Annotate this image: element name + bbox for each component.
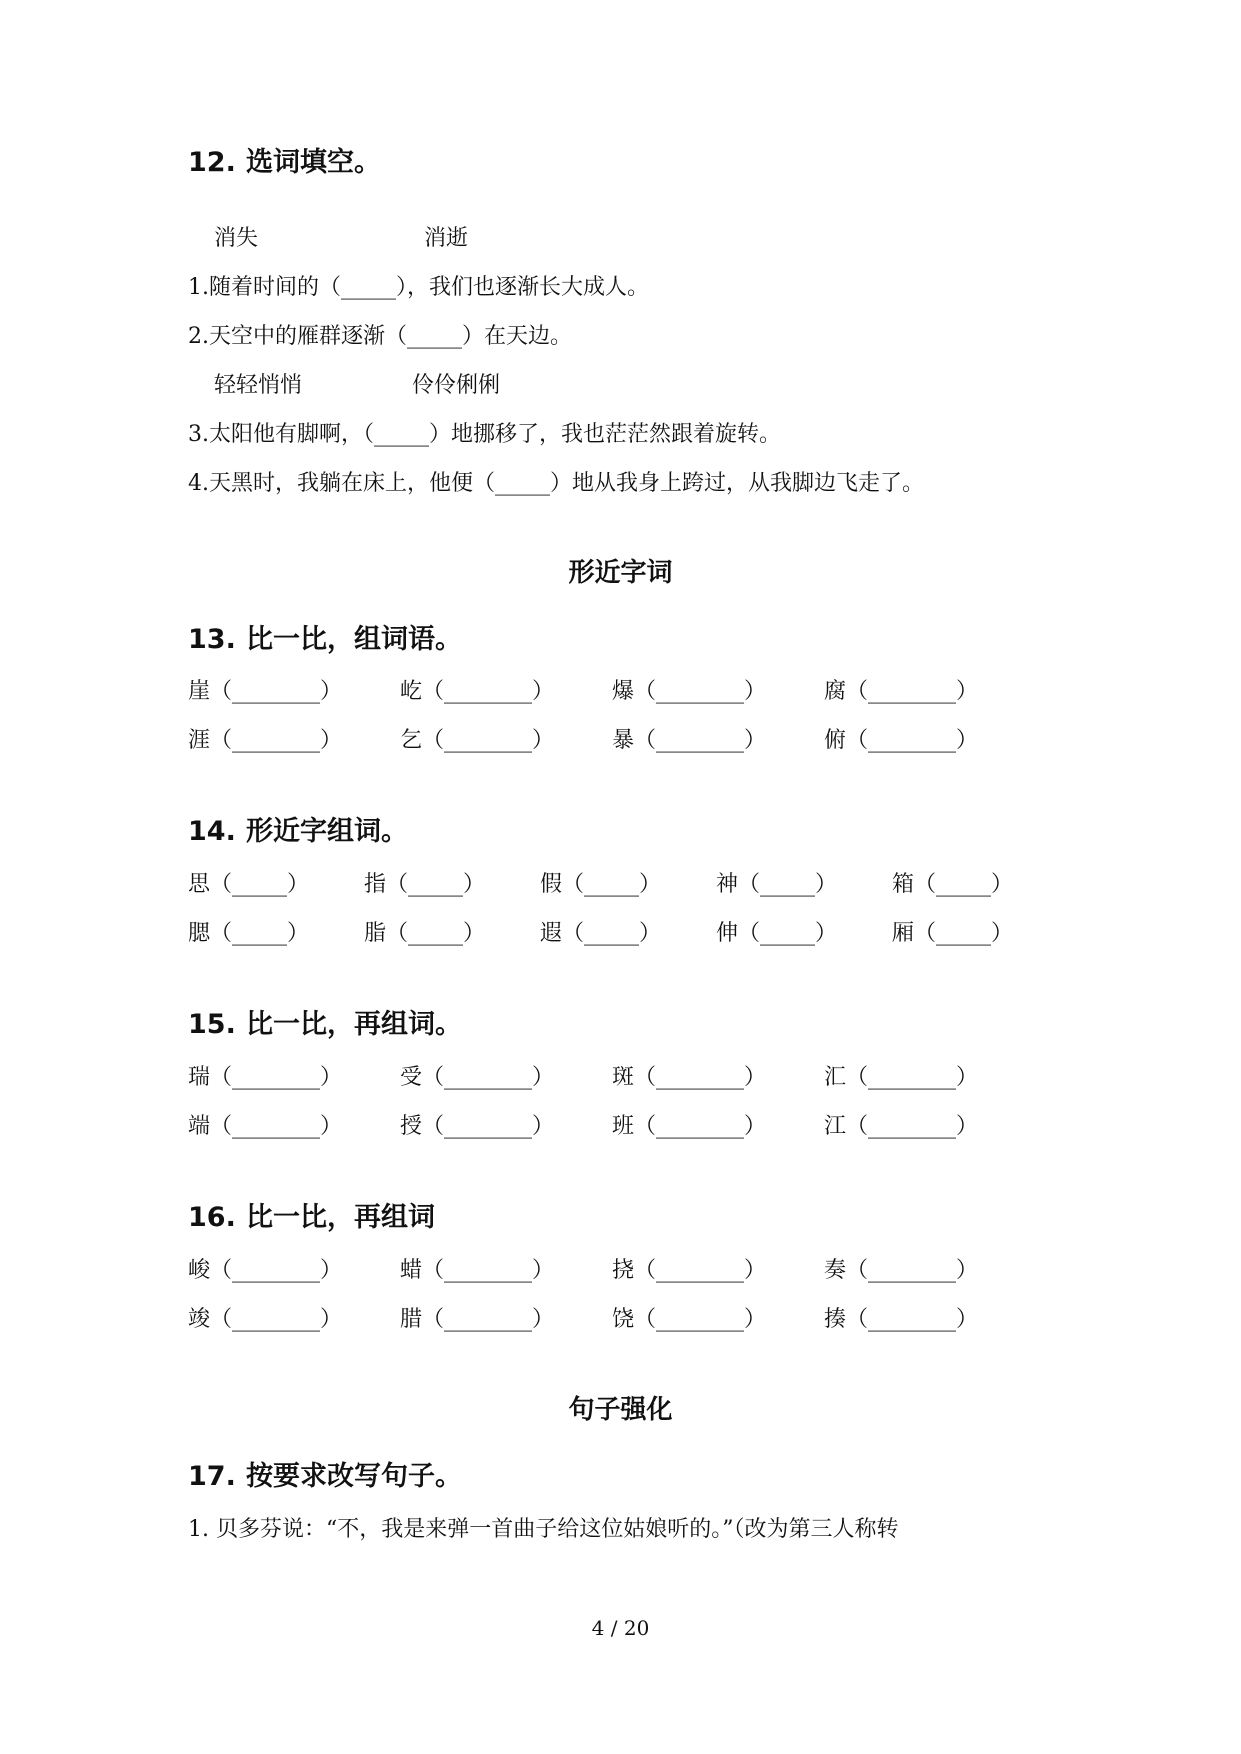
- word-cell: 思（_____）: [188, 872, 310, 897]
- word-row: [188, 677, 1036, 707]
- word-cell: 屹（________）: [400, 679, 555, 704]
- word-cell: 脂（_____）: [364, 921, 486, 946]
- question-15-title: [188, 1008, 462, 1042]
- question-number: 17.: [188, 1461, 236, 1492]
- word-row: [188, 726, 1036, 756]
- page-number: 4 / 20: [591, 1616, 650, 1640]
- question-text: 比一比，组词语。: [246, 624, 462, 655]
- question-17-title: [188, 1460, 462, 1494]
- word-row: [188, 870, 1068, 900]
- word-cell: 俯（________）: [824, 728, 979, 753]
- word-cell: 瑞（________）: [188, 1065, 343, 1090]
- question-16-title: [188, 1201, 435, 1235]
- word-row: [188, 1305, 1036, 1335]
- question-number: 16.: [188, 1202, 236, 1233]
- section-heading: 句子强化: [568, 1395, 673, 1425]
- word-cell: 涯（________）: [188, 728, 343, 753]
- word-cell: 腮（_____）: [188, 921, 310, 946]
- question-number: 13.: [188, 624, 236, 655]
- exercise-sentence: 2.天空中的雁群逐渐（_____）在天边。: [188, 324, 572, 349]
- word-cell: 爆（________）: [612, 679, 767, 704]
- word-cell: 饶（________）: [612, 1307, 767, 1332]
- question-number: 14.: [188, 816, 236, 847]
- question-text: 选词填空。: [246, 147, 381, 178]
- exercise-sentence: 3.太阳他有脚啊，（_____）地挪移了，我也茫茫然跟着旋转。: [188, 422, 781, 447]
- word-cell: 厢（_____）: [892, 921, 1014, 946]
- word-cell: 指（_____）: [364, 872, 486, 897]
- question-text: 形近字组词。: [246, 816, 408, 847]
- section-heading: 形近字词: [568, 558, 673, 588]
- word-cell: 腊（________）: [400, 1307, 555, 1332]
- word-cell: 箱（_____）: [892, 872, 1014, 897]
- question-number: 15.: [188, 1009, 236, 1040]
- word-cell: 班（________）: [612, 1114, 767, 1139]
- word-cell: 遐（_____）: [540, 921, 662, 946]
- word-option: 消失: [214, 226, 259, 251]
- word-cell: 江（________）: [824, 1114, 979, 1139]
- exercise-sentence: 1.随着时间的（_____），我们也逐渐长大成人。: [188, 275, 649, 300]
- word-cell: 神（_____）: [716, 872, 838, 897]
- word-option: 消逝: [424, 226, 469, 251]
- question-13-title: [188, 623, 462, 657]
- word-row: [188, 1063, 1036, 1093]
- exercise-sentence: 1. 贝多芬说：“不，我是来弹一首曲子给这位姑娘听的。”（改为第三人称转: [188, 1517, 899, 1542]
- word-cell: 汇（________）: [824, 1065, 979, 1090]
- word-cell: 峻（________）: [188, 1258, 343, 1283]
- word-cell: 竣（________）: [188, 1307, 343, 1332]
- question-14-title: [188, 815, 408, 849]
- word-option: 伶伶俐俐: [412, 373, 501, 398]
- question-number: 12.: [188, 147, 236, 178]
- word-cell: 腐（________）: [824, 679, 979, 704]
- question-text: 按要求改写句子。: [246, 1461, 462, 1492]
- word-row: [188, 1112, 1036, 1142]
- word-row: [188, 1256, 1036, 1286]
- word-row: [188, 919, 1068, 949]
- word-cell: 乞（________）: [400, 728, 555, 753]
- question-text: 比一比，再组词: [246, 1202, 435, 1233]
- word-cell: 蜡（________）: [400, 1258, 555, 1283]
- word-cell: 授（________）: [400, 1114, 555, 1139]
- word-cell: 假（_____）: [540, 872, 662, 897]
- word-cell: 揍（________）: [824, 1307, 979, 1332]
- word-option: 轻轻悄悄: [214, 373, 303, 398]
- exercise-sentence: 4.天黑时，我躺在床上，他便（_____）地从我身上跨过，从我脚边飞走了。: [188, 471, 924, 496]
- word-cell: 暴（________）: [612, 728, 767, 753]
- word-cell: 奏（________）: [824, 1258, 979, 1283]
- word-cell: 斑（________）: [612, 1065, 767, 1090]
- word-cell: 挠（________）: [612, 1258, 767, 1283]
- word-cell: 受（________）: [400, 1065, 555, 1090]
- question-text: 比一比，再组词。: [246, 1009, 462, 1040]
- word-cell: 伸（_____）: [716, 921, 838, 946]
- word-cell: 崖（________）: [188, 679, 343, 704]
- word-cell: 端（________）: [188, 1114, 343, 1139]
- question-12-title: [188, 146, 381, 180]
